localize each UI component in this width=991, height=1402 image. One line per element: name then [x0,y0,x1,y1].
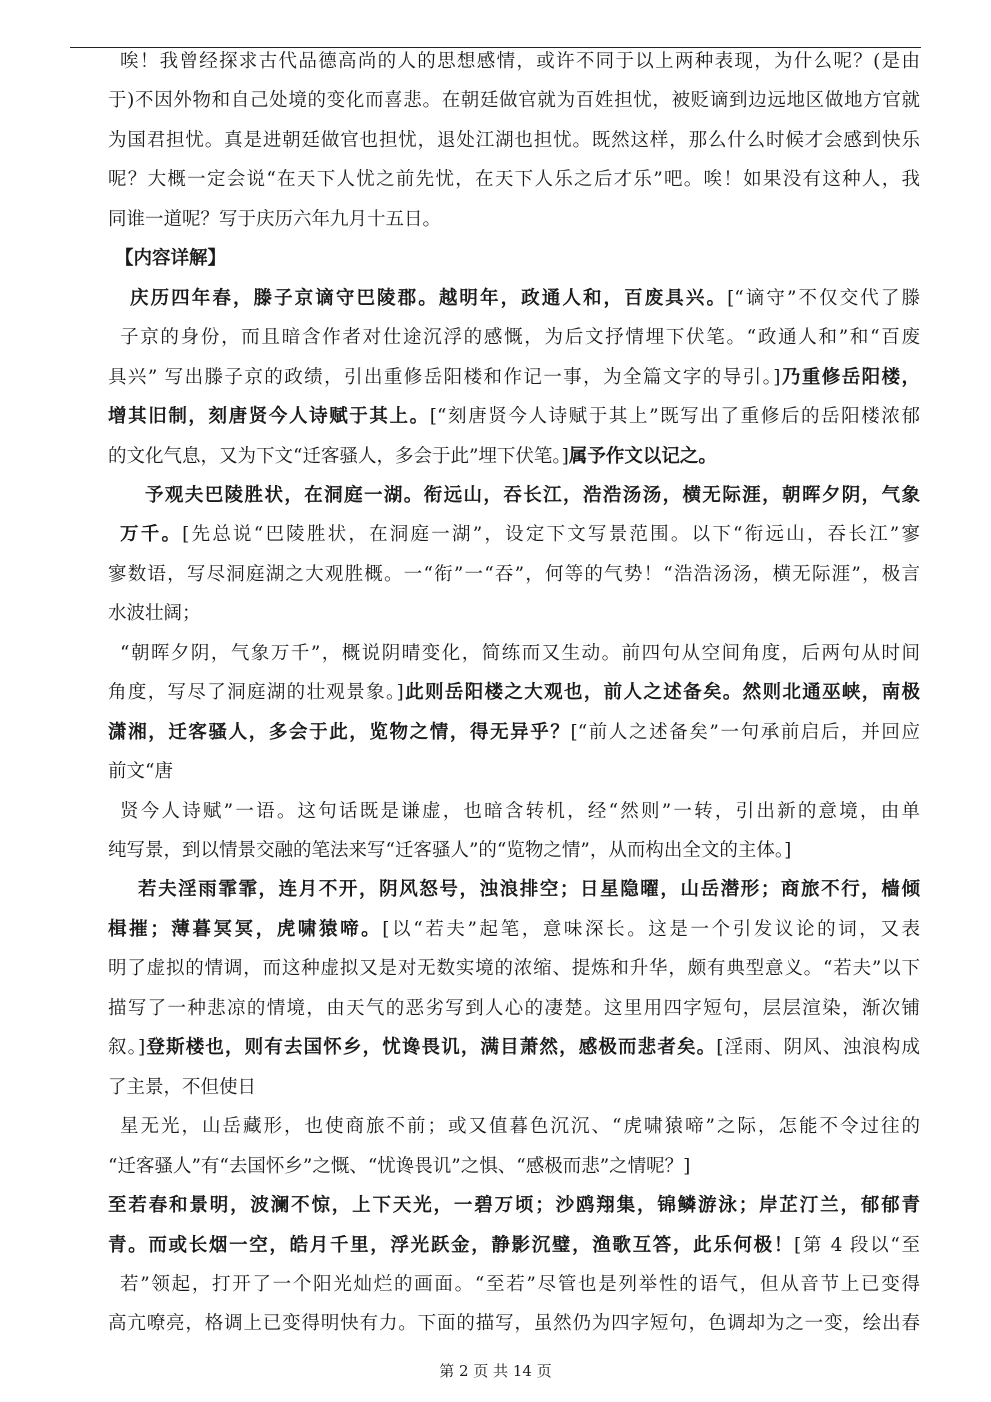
bold-source-text: 万千。 [120,524,183,546]
bold-source-text: 予观夫巴陵胜状，在洞庭一湖。衔远山，吞长江，浩浩汤汤，横无际涯，朝晖夕阴，气象 [145,484,920,506]
annotation-text: [“谪守”不仅交代了滕 [727,287,920,309]
annotation-text: 同谁一道呢？写于庆历六年九月十五日。 [108,208,442,230]
text-line [120,323,920,353]
annotation-text: [先总说“巴陵胜状，在洞庭一湖”，设定下文写景范围。以下“衔远山，吞长江”寥 [182,524,920,546]
text-line [108,1191,920,1221]
text-line [120,520,920,550]
text-line [130,284,920,314]
annotation-text: 角度，写尽了洞庭湖的壮观景象。] [108,682,404,704]
annotation-text: 若”领起，打开了一个阳光灿烂的画面。“至若”尽管也是列举性的语气，但从音节上已变得 [120,1273,920,1295]
bold-source-text: 青。而或长烟一空，皓月千里，浮光跃金，静影沉璧，渔歌互答，此乐何极！ [108,1234,795,1256]
text-line [108,1231,920,1261]
annotation-text: 明了虚拟的情调，而这种虚拟又是对无数实境的浓缩、提炼和升华，颇有典型意义。“若夫”以下 [108,958,920,980]
annotation-text: 于)不因外物和自己处境的变化而喜悲。在朝廷做官就为百姓担忧，被贬谪到边远地区做地方官就 [108,90,920,112]
annotation-text: 前文“唐 [108,761,173,783]
annotation-text: “朝晖夕阴，气象万千”，概说阴晴变化，简练而又生动。前四句从空间角度，后两句从时间 [120,642,920,664]
text-line [120,47,920,77]
annotation-text: 的文化气息，又为下文“迁客骚人，多会于此”埋下伏笔。] [108,445,569,467]
annotation-text: [淫雨、阴风、浊浪构成 [716,1037,920,1059]
annotation-text: [以“若夫”起笔，意味深长。这是一个引发议论的词，又表 [382,918,920,940]
bold-source-text: 增其旧制，刻唐贤今人诗赋于其上。 [108,406,430,428]
text-line [145,481,920,511]
annotation-text: 纯写景，到以情景交融的笔法来写“迁客骚人”的“览物之情”，从而构出全文的主体。] [108,840,792,861]
text-line [120,1270,920,1300]
text-line [108,442,920,472]
annotation-text: 贤今人诗赋”一语。这句话既是谦虚，也暗含转机，经“然则”一转，引出新的意境，由单 [120,800,920,822]
annotation-text: 星无光，山岳藏形，也使商旅不前；或又值暮色沉沉、“虎啸猿啼”之际，怎能不令过往的 [120,1116,920,1138]
annotation-text: [“前人之述备矣”一句承前启后，并回应 [570,721,920,743]
text-line [108,718,920,748]
text-line [108,1073,920,1103]
text-line [108,363,920,393]
text-line [108,402,920,432]
bold-source-text: 至若春和景明，波澜不惊，上下天光，一碧万顷；沙鸥翔集，锦鳞游泳；岸芷汀兰，郁郁青 [108,1195,920,1217]
annotation-text: 呢？大概一定会说“在天下人忧之前先忧，在天下人乐之后才乐”吧。唉！如果没有这种人，我 [108,169,920,191]
annotation-text: [第 4 段以“至 [794,1234,920,1256]
annotation-text: 为国君担忧。真是进朝廷做官也担忧，退处江湖也担忧。既然这样，那么什么时候才会感到快乐 [108,129,920,151]
annotation-text: 了主景，不但使日 [108,1076,257,1098]
text-line [120,797,920,827]
bold-source-text: 潇湘，迁客骚人，多会于此，览物之情，得无异乎？ [108,721,571,743]
annotation-text: 唉！我曾经探求古代品德高尚的人的思想感情，或许不同于以上两种表现，为什么呢？(是由 [120,51,920,72]
text-line [108,205,920,235]
text-line [108,86,920,116]
text-line [108,836,920,866]
annotation-text: 高亢嘹亮，格调上已变得明快有力。下面的描写，虽然仍为四字短句，色调却为之一变，绘出春 [108,1313,920,1335]
text-line [108,757,920,787]
bold-source-text: 若夫淫雨霏霏，连月不开，阴风怒号，浊浪排空；日星隐曜，山岳潜形；商旅不行，樯倾 [138,879,920,901]
text-line [108,678,920,708]
text-line [108,1033,920,1063]
text-line [120,639,920,669]
text-line [108,560,920,590]
bold-source-text: 此则岳阳楼之大观也，前人之述备矣。然则北通巫峡，南极 [403,682,920,704]
annotation-text: “迁客骚人”有“去国怀乡”之慨、“忧谗畏讥”之惧、“感极而悲”之情呢？] [108,1155,691,1177]
bold-source-text: 登斯楼也，则有去国怀乡，忧谗畏讥，满目萧然，感极而悲者矣。 [145,1037,717,1059]
text-line [108,599,920,629]
text-line [120,1112,920,1142]
bold-source-text: 属予作文以记之。 [568,445,717,467]
text-line [108,994,920,1024]
annotation-text: [“刻唐贤今人诗赋于其上”既写出了重修后的岳阳楼浓郁 [429,406,920,428]
bold-source-text: 庆历四年春，滕子京谪守巴陵郡。越明年，政通人和，百废具兴。 [130,287,728,309]
bold-source-text: 【内容详解】 [115,248,227,270]
text-line [138,875,920,905]
annotation-text: 叙。] [108,1037,146,1059]
annotation-text: 水波壮阔； [108,603,201,625]
text-line [108,915,920,945]
annotation-text: 描写了一种悲凉的情境，由天气的恶劣写到人心的凄楚。这里用四字短句，层层渲染，渐次铺 [108,997,920,1019]
annotation-text: 具兴” 写出滕子京的政绩，引出重修岳阳楼和作记一事，为全篇文字的导引。] [108,366,781,388]
annotation-text: 寥数语，写尽洞庭湖之大观胜概。一“衔”一“吞”，何等的气势！“浩浩汤汤，横无际涯”，极言 [108,563,920,585]
text-line [108,1152,920,1182]
text-line [115,244,920,274]
bold-source-text: 乃重修岳阳楼， [780,366,920,388]
page-footer: 第 2 页 共 14 页 [439,1362,552,1380]
text-line [108,1309,920,1339]
annotation-text: 子京的身份，而且暗含作者对仕途沉浮的感慨，为后文抒情埋下伏笔。“政通人和”和“百废 [120,327,920,349]
text-line [108,954,920,984]
text-line [108,126,920,156]
bold-source-text: 楫摧；薄暮冥冥，虎啸猿啼。 [108,918,383,940]
text-line [108,165,920,195]
